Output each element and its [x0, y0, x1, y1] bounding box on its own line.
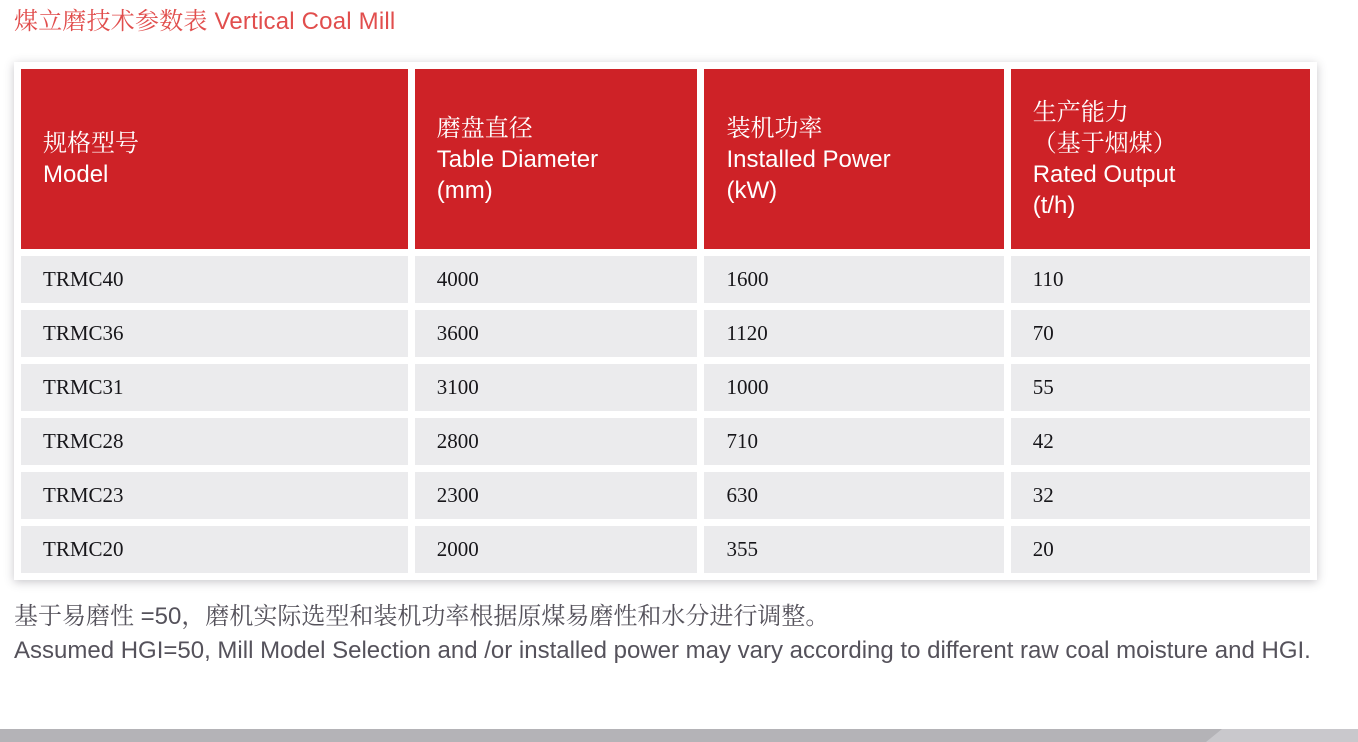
cell-rated-output: 55: [1011, 364, 1310, 411]
spec-table: [14, 62, 1317, 580]
cell-model: TRMC20: [21, 526, 408, 573]
table-row: [21, 526, 1310, 573]
header-row: [21, 69, 1310, 249]
header-rated-output-unit: (t/h): [1032, 192, 1076, 219]
table-row: [21, 310, 1310, 357]
header-rated-output-zh-note: （基于烟煤）: [1032, 130, 1177, 157]
cell-rated-output: 110: [1011, 256, 1310, 303]
header-model: [21, 69, 408, 249]
header-installed-power-zh: 装机功率: [726, 114, 823, 142]
cell-rated-output: 70: [1011, 310, 1310, 357]
cell-table-diameter: 2300: [415, 472, 698, 519]
footnote: [14, 600, 1336, 668]
table-row: [21, 364, 1310, 411]
header-table-diameter-unit: (mm): [436, 176, 493, 204]
cell-installed-power: 710: [704, 418, 1003, 465]
header-table-diameter: [415, 69, 698, 249]
cell-table-diameter: 2800: [415, 418, 698, 465]
page-title: 煤立磨技术参数表 Vertical Coal Mill: [14, 8, 396, 35]
header-table-diameter-zh: 磨盘直径: [436, 114, 533, 142]
cell-installed-power: 1120: [704, 310, 1003, 357]
footnote-zh: 基于易磨性 =50，磨机实际选型和装机功率根据原煤易磨性和水分进行调整。: [14, 603, 830, 630]
header-rated-output-zh: 生产能力: [1032, 99, 1129, 126]
cell-table-diameter: 3600: [415, 310, 698, 357]
header-installed-power: [704, 69, 1003, 249]
cell-rated-output: 32: [1011, 472, 1310, 519]
cell-model: TRMC23: [21, 472, 408, 519]
cell-installed-power: 1600: [704, 256, 1003, 303]
table-row: [21, 472, 1310, 519]
header-rated-output-en: Rated Output: [1032, 161, 1176, 188]
header-table-diameter-en: Table Diameter: [436, 145, 599, 173]
table-row: [21, 256, 1310, 303]
cell-model: TRMC36: [21, 310, 408, 357]
cell-installed-power: 1000: [704, 364, 1003, 411]
cell-rated-output: 42: [1011, 418, 1310, 465]
header-installed-power-en: Installed Power: [726, 145, 891, 173]
cell-model: TRMC28: [21, 418, 408, 465]
cell-model: TRMC40: [21, 256, 408, 303]
table-row: [21, 418, 1310, 465]
cell-rated-output: 20: [1011, 526, 1310, 573]
spec-table-card: [14, 62, 1317, 580]
header-installed-power-unit: (kW): [726, 176, 778, 204]
header-rated-output: [1011, 69, 1310, 249]
footnote-en: Assumed HGI=50, Mill Model Selection and /or installed power may vary according to different raw coal moisture and HGI.: [14, 637, 1311, 664]
cell-model: TRMC31: [21, 364, 408, 411]
horizontal-scrollbar[interactable]: [0, 729, 1358, 742]
cell-table-diameter: 3100: [415, 364, 698, 411]
scrollbar-thumb[interactable]: [0, 729, 1222, 742]
cell-installed-power: 630: [704, 472, 1003, 519]
header-model-en: Model: [43, 161, 109, 188]
header-model-zh: 规格型号: [43, 130, 139, 157]
cell-installed-power: 355: [704, 526, 1003, 573]
cell-table-diameter: 4000: [415, 256, 698, 303]
cell-table-diameter: 2000: [415, 526, 698, 573]
